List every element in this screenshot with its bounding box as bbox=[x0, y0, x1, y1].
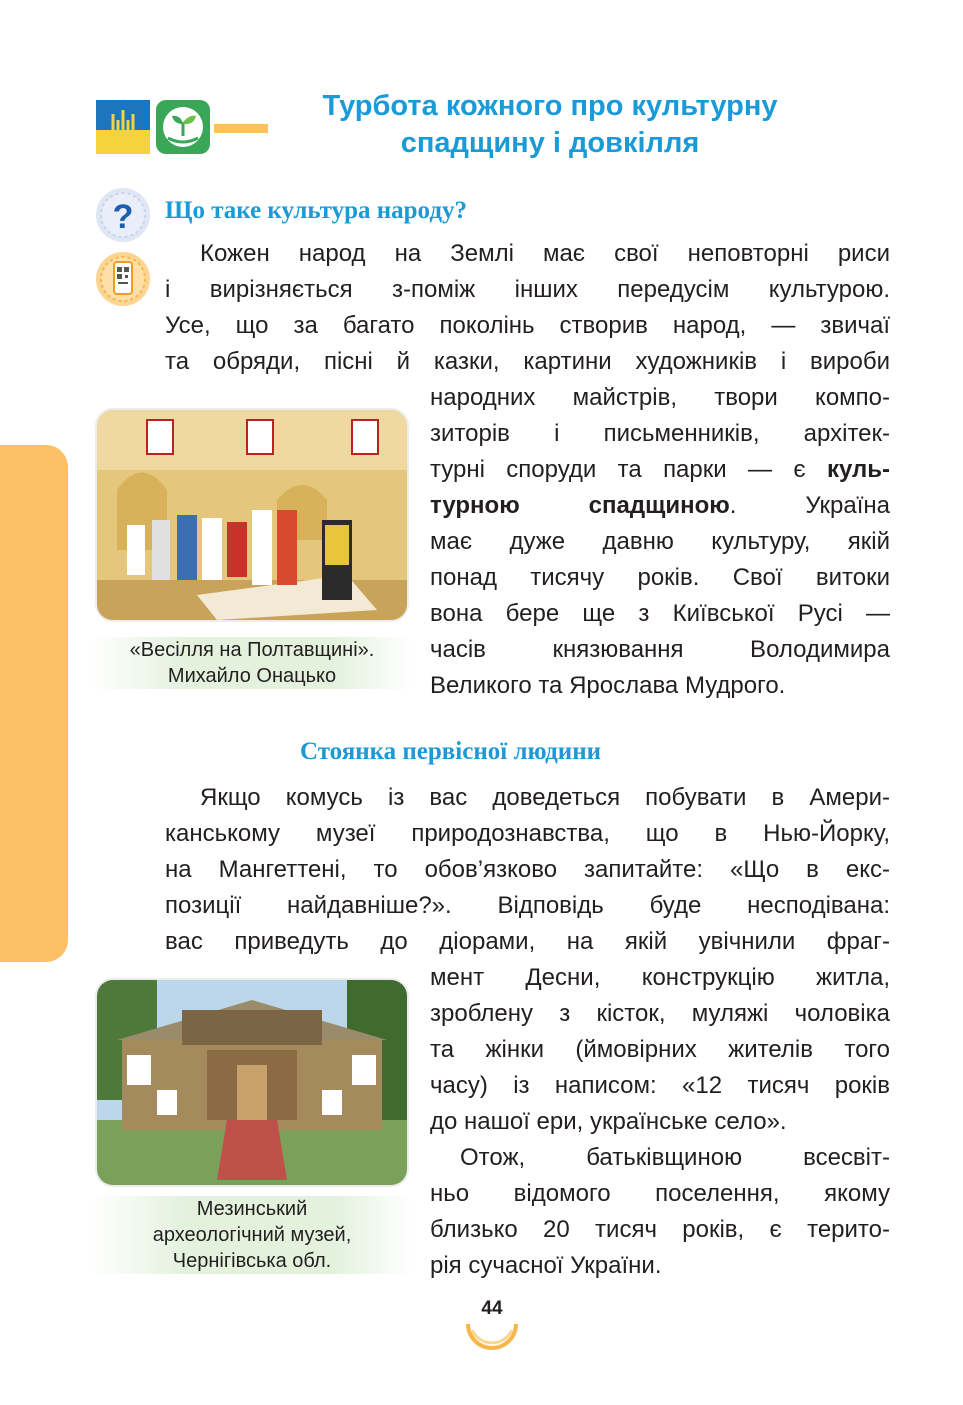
section-heading-primitive: Стоянка первісної людини bbox=[300, 738, 602, 765]
section-heading-culture: Що таке культура народу? bbox=[165, 197, 467, 224]
text-line bbox=[430, 488, 890, 524]
text-line: Отож, батьківщиною всесвіт- bbox=[460, 1144, 890, 1171]
bold-term: турною спадщиною bbox=[430, 492, 730, 519]
primitive-paragraph-narrow bbox=[430, 960, 890, 1284]
text-line: Великого та Ярослава Мудрого. bbox=[430, 672, 786, 699]
page-number-text: 44 bbox=[481, 1298, 503, 1319]
text-line: зроблену з кісток, муляжі чоловіка bbox=[430, 1000, 890, 1027]
culture-paragraph-narrow bbox=[430, 380, 890, 704]
caption-line: Чернігівська обл. bbox=[172, 1250, 332, 1272]
text-line: часу) із написом: «12 тисяч років bbox=[430, 1072, 890, 1099]
text-line: рія сучасної України. bbox=[430, 1252, 662, 1279]
text-line: має дуже давню культуру, якій bbox=[430, 528, 890, 555]
museum-caption bbox=[92, 1196, 412, 1274]
text-line: та обряди, пісні й казки, картини художників і вироби bbox=[165, 348, 890, 375]
text-line: зиторів і письменників, архітек- bbox=[430, 420, 890, 447]
text-fragment: турні споруди та парки — є bbox=[430, 456, 827, 483]
title-line-2: спадщину і довкілля bbox=[400, 127, 700, 159]
text-line: та жінки (ймовірних жителів того bbox=[430, 1036, 890, 1063]
painting-caption bbox=[92, 637, 412, 689]
qr-phone-icon[interactable] bbox=[96, 252, 150, 306]
header-accent-line bbox=[214, 124, 268, 133]
text-line: позиції найдавніше?». Відповідь буде несподівана: bbox=[165, 892, 890, 919]
caption-line: археологічний музей, bbox=[152, 1224, 352, 1246]
text-line: часів князювання Володимира bbox=[430, 636, 890, 663]
text-line: до нашої ери, українське село». bbox=[430, 1108, 787, 1135]
culture-paragraph-top bbox=[165, 236, 890, 380]
side-tab-decoration bbox=[0, 445, 68, 962]
text-line: Усе, що за багато поколінь створив народ, — звичаї bbox=[165, 312, 890, 339]
text-line: близько 20 тисяч років, є терито- bbox=[430, 1216, 890, 1243]
text-line: і вирізняється з-поміж інших передусім культурою. bbox=[165, 276, 890, 303]
text-line: на Мангеттені, то обов’язково запитайте: «Що в екс- bbox=[165, 856, 890, 883]
text-line: вас приведуть до діорами, на якій увічнили фраг- bbox=[165, 928, 890, 955]
text-line: Якщо комусь із вас доведеться побувати в Амери- bbox=[200, 784, 890, 811]
text-line: ньо відомого поселення, якому bbox=[430, 1180, 890, 1207]
page-title bbox=[270, 88, 830, 162]
question-icon bbox=[96, 188, 150, 242]
caption-line: Мезинський bbox=[196, 1198, 308, 1220]
bold-term-fragment: куль- bbox=[826, 456, 890, 483]
leaf-icon bbox=[156, 100, 210, 154]
text-line: Кожен народ на Землі має свої неповторні риси bbox=[200, 240, 890, 267]
text-line: народних майстрів, твори компо- bbox=[430, 384, 890, 411]
primitive-paragraph-top bbox=[165, 780, 890, 960]
text-line: мент Десни, конструкцію житла, bbox=[430, 964, 890, 991]
title-line-1: Турбота кожного про культурну bbox=[322, 90, 778, 122]
text-line: канському музеї природознавства, що в Нью-Йорку, bbox=[165, 820, 890, 847]
caption-line: Михайло Онацько bbox=[167, 665, 337, 687]
svg-text:?: ? bbox=[112, 198, 134, 236]
page-number bbox=[460, 1290, 524, 1354]
text-line bbox=[430, 452, 890, 488]
text-fragment: . Україна bbox=[729, 492, 890, 519]
header-icons bbox=[96, 100, 210, 154]
text-line: вона бере ще з Київської Русі — bbox=[430, 600, 890, 627]
trident-icon bbox=[96, 100, 150, 154]
painting-wedding-photo bbox=[97, 410, 407, 620]
text-line: понад тисячу років. Свої витоки bbox=[430, 564, 890, 591]
caption-line: «Весілля на Полтавщині». bbox=[129, 639, 375, 661]
museum-photo bbox=[97, 980, 407, 1185]
